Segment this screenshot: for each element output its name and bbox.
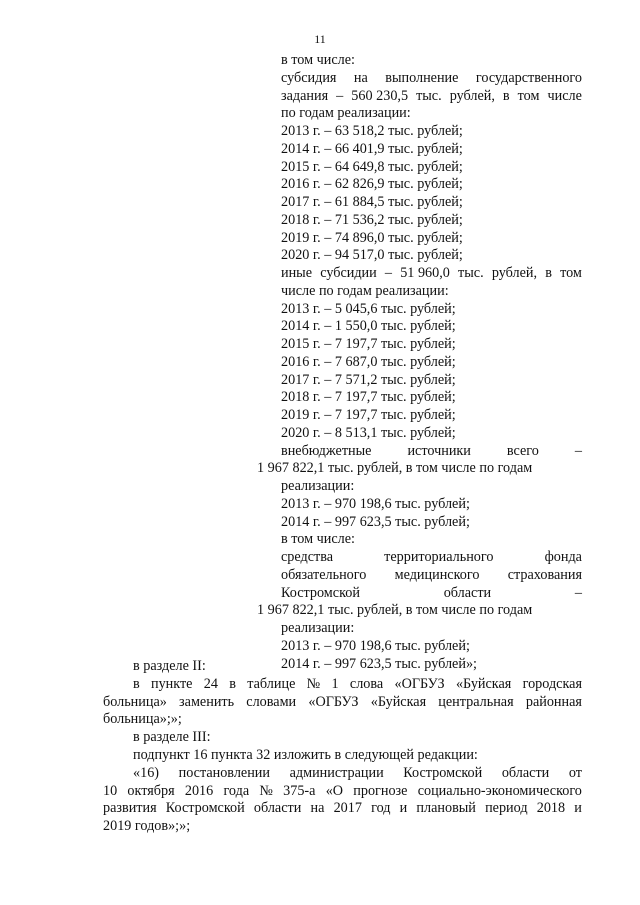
word: «О	[325, 782, 344, 799]
word: Костромской	[403, 764, 483, 781]
word: –	[336, 87, 344, 104]
word: заменить	[179, 693, 235, 710]
word: в	[502, 87, 510, 104]
text-line: 1 967 822,1 тыс. рублей, в том числе по годам	[257, 460, 533, 477]
word: районная	[525, 693, 582, 710]
word: Костромской	[165, 800, 245, 817]
word: –	[574, 442, 582, 459]
word: –	[574, 584, 582, 601]
word: задания	[281, 87, 329, 104]
word: в	[133, 675, 140, 692]
year-amount-line: 2014 г. – 66 401,9 тыс. рублей;	[281, 140, 463, 157]
text-line: 1 967 822,1 тыс. рублей, в том числе по годам	[257, 602, 533, 619]
word: –	[384, 265, 393, 281]
word: 2016	[184, 782, 214, 799]
word: Костромской	[281, 584, 360, 601]
year-amount-line: 2017 г. – 7 571,2 тыс. рублей;	[281, 371, 456, 388]
amendments-block	[103, 655, 582, 836]
year-amount-line: 2013 г. – 5 045,6 тыс. рублей;	[281, 300, 456, 317]
text-line-justified	[281, 88, 582, 106]
paragraph-line-justified	[103, 676, 582, 694]
word: 560 230,5	[351, 87, 409, 104]
word: таблице	[247, 675, 296, 692]
word: области	[253, 800, 302, 817]
paragraph-line-justified	[103, 694, 582, 712]
word: в	[229, 675, 236, 692]
word: и	[399, 800, 408, 817]
word: 1	[331, 675, 339, 692]
word: 24	[203, 675, 218, 692]
word: №	[306, 675, 321, 692]
year-amount-line: 2014 г. – 997 623,5 тыс. рублей»;	[281, 655, 477, 672]
word: администрации	[289, 764, 384, 781]
year-amount-line: 2020 г. – 94 517,0 тыс. рублей;	[281, 247, 463, 264]
word: числе	[547, 87, 582, 104]
paragraph-line: в разделе II:	[133, 658, 206, 674]
year-amount-line: 2017 г. – 61 884,5 тыс. рублей;	[281, 194, 463, 210]
word: страхования	[507, 566, 582, 583]
text-line-justified	[281, 443, 582, 461]
text-line-justified	[281, 549, 582, 567]
word: медицинского	[394, 566, 480, 583]
year-amount-line: 2014 г. – 997 623,5 тыс. рублей;	[281, 513, 470, 530]
paragraph-line: 2019 годов»;»;	[103, 818, 191, 835]
word: постановлении	[178, 764, 270, 781]
word: «ОГБУЗ	[394, 675, 445, 692]
paragraph-line: в разделе III:	[133, 729, 211, 746]
word: выполнение	[385, 69, 459, 86]
text-line: числе по годам реализации:	[281, 282, 449, 299]
word: октября	[127, 782, 175, 799]
word: иные	[281, 265, 313, 281]
text-line: в том числе:	[281, 531, 355, 548]
word: 51 960,0	[400, 265, 450, 281]
year-amount-line: 2018 г. – 7 197,7 тыс. рублей;	[281, 389, 456, 406]
paragraph-line: больница»;»;	[103, 711, 182, 728]
paragraph-line-justified	[103, 800, 582, 818]
text-line-justified	[281, 567, 582, 585]
year-amount-line: 2013 г. – 63 518,2 тыс. рублей;	[281, 123, 463, 139]
word: рублей,	[449, 87, 495, 104]
year-amount-line: 2013 г. – 970 198,6 тыс. рублей;	[281, 637, 470, 654]
year-amount-line: 2016 г. – 62 826,9 тыс. рублей;	[281, 176, 463, 193]
word: больница»	[103, 693, 167, 710]
year-amount-line: 2014 г. – 1 550,0 тыс. рублей;	[281, 318, 456, 335]
word: территориального	[384, 549, 494, 565]
word: обязательного	[281, 566, 367, 583]
word: словами	[246, 693, 297, 710]
word: центральная	[438, 693, 514, 710]
word: год	[371, 800, 391, 817]
paragraph-line-justified	[103, 783, 582, 801]
text-line: реализации:	[281, 478, 355, 494]
word: «ОГБУЗ	[308, 693, 359, 710]
word: источники	[407, 442, 471, 459]
word: средства	[281, 549, 334, 565]
year-amount-line: 2020 г. – 8 513,1 тыс. рублей;	[281, 424, 456, 441]
word: субсидия	[281, 69, 337, 86]
word: 375-а	[283, 782, 316, 799]
word: «Буйская	[370, 693, 427, 710]
word: года	[223, 782, 250, 799]
text-line: по годам реализации:	[281, 105, 411, 122]
word: «Буйская	[455, 675, 512, 692]
text-line-justified	[281, 70, 582, 88]
year-amount-line: 2013 г. – 970 198,6 тыс. рублей;	[281, 495, 470, 512]
word: пункте	[151, 675, 193, 692]
word: в	[545, 265, 552, 281]
word: на	[353, 69, 368, 86]
paragraph-line: подпункт 16 пункта 32 изложить в следующей редакции:	[133, 746, 478, 763]
word: области	[501, 764, 550, 781]
word: развития	[103, 800, 157, 817]
word: тыс.	[416, 87, 442, 104]
year-amount-line: 2019 г. – 7 197,7 тыс. рублей;	[281, 407, 456, 423]
text-line-justified	[281, 265, 582, 283]
text-line-justified	[281, 585, 582, 603]
word: всего	[506, 442, 539, 459]
word: государственного	[475, 69, 582, 86]
year-amount-line: 2015 г. – 64 649,8 тыс. рублей;	[281, 158, 463, 175]
word: области	[443, 584, 492, 601]
word: социально-экономического	[417, 782, 582, 799]
word: слова	[349, 675, 384, 692]
word: №	[259, 782, 273, 799]
word: фонда	[544, 549, 582, 565]
word: 2018	[536, 800, 566, 817]
word: городская	[522, 675, 582, 692]
word: на	[310, 800, 325, 817]
text-line: реализации:	[281, 620, 355, 636]
word: 2017	[333, 800, 362, 817]
word: внебюджетные	[281, 442, 372, 459]
word: том	[517, 87, 540, 104]
word: период	[485, 800, 528, 817]
text-line: в том числе:	[281, 52, 355, 68]
word: от	[568, 764, 582, 781]
word: прогнозе	[353, 782, 408, 799]
word: том	[560, 265, 582, 281]
funding-details-block	[257, 52, 582, 673]
word: 10	[103, 782, 118, 799]
word: субсидии	[320, 265, 377, 281]
year-amount-line: 2016 г. – 7 687,0 тыс. рублей;	[281, 353, 456, 370]
year-amount-line: 2018 г. – 71 536,2 тыс. рублей;	[281, 211, 463, 228]
paragraph-line-justified	[103, 765, 582, 783]
word: и	[574, 800, 582, 817]
word: рублей,	[491, 265, 538, 281]
word: тыс.	[458, 265, 484, 281]
word: «16)	[133, 764, 160, 781]
page-number: 11	[314, 32, 326, 46]
word: плановый	[416, 800, 476, 817]
year-amount-line: 2019 г. – 74 896,0 тыс. рублей;	[281, 229, 463, 246]
year-amount-line: 2015 г. – 7 197,7 тыс. рублей;	[281, 336, 456, 352]
